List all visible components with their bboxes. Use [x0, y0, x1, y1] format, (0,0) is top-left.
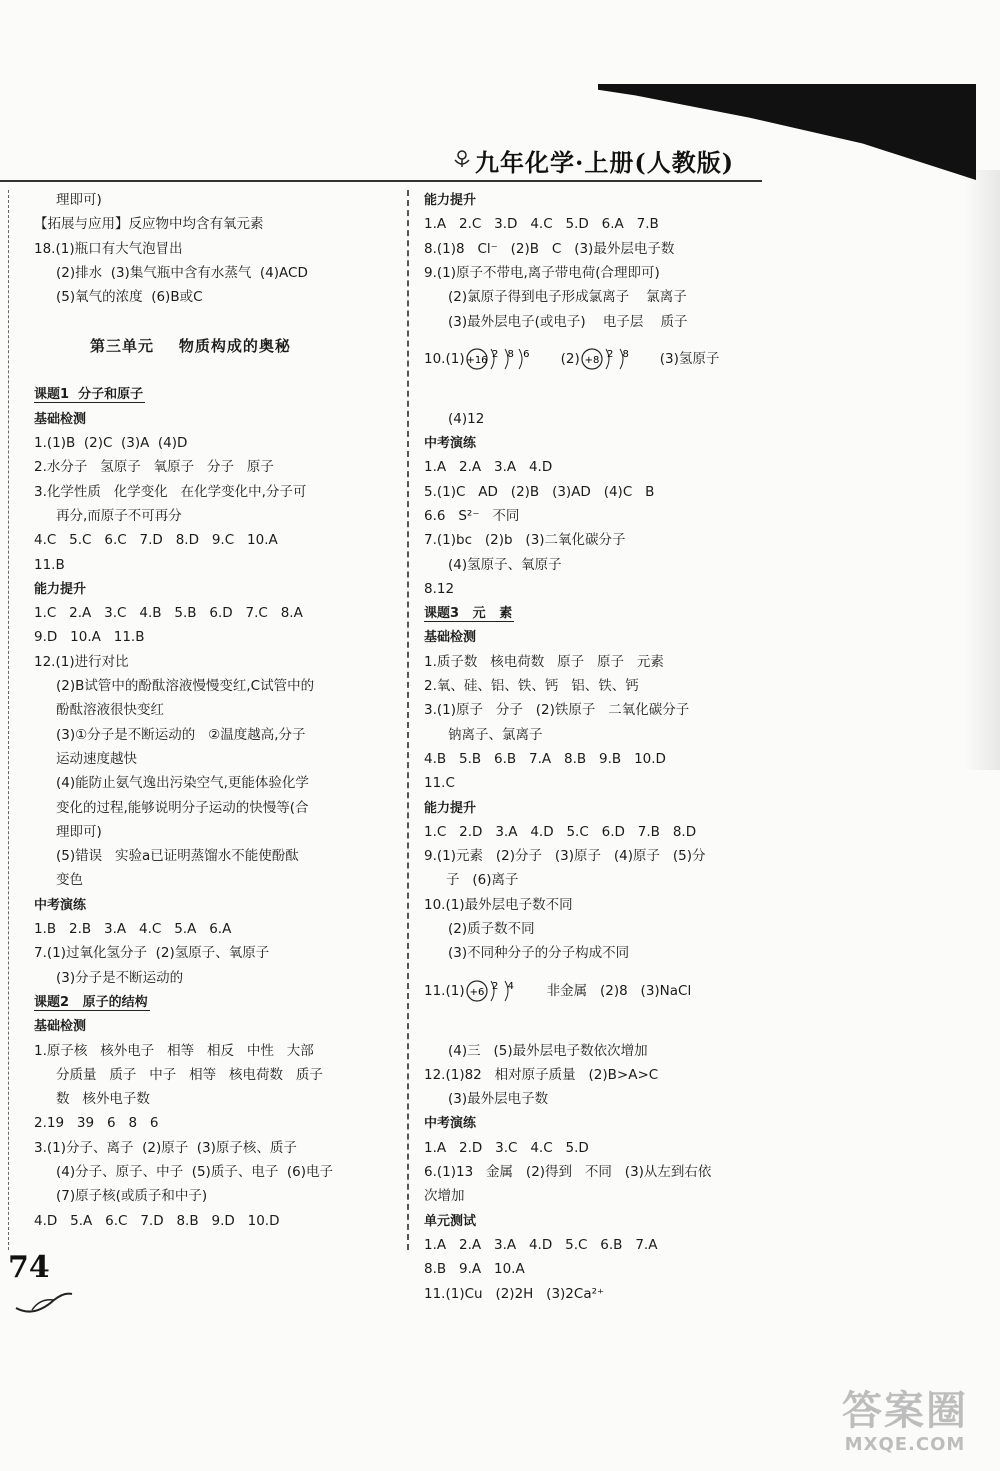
section-heading: [34, 1014, 86, 1038]
answer-line: [34, 796, 309, 820]
answer-line: [34, 747, 137, 771]
answer-text: 再分,而原子不可再分: [56, 507, 182, 524]
oxygen-ion-diagram-nucleus-charge: +8: [584, 355, 600, 367]
answer-text: (2)B试管中的酚酞溶液慢慢变红,C试管中的: [56, 678, 315, 694]
section-heading: [34, 577, 86, 601]
answer-line: [34, 1087, 150, 1111]
answer-line: [34, 966, 183, 990]
answer-line: [424, 1233, 657, 1257]
answer-line: [34, 1063, 323, 1087]
answer-text: (3)氢原子: [659, 351, 720, 368]
answer-line: [424, 1063, 658, 1087]
answer-text: 2.水分子 氢原子 氧原子 分子 原子: [34, 459, 274, 476]
answer-line: [34, 820, 102, 844]
section-heading-text: 能力提升: [424, 800, 477, 816]
answer-line: [424, 893, 573, 917]
sulfur-atom-diagram-nucleus-charge: +16: [466, 355, 488, 367]
answer-text: 11.C: [424, 775, 455, 792]
answer-line: [424, 285, 687, 309]
section-heading-text: 单元测试: [424, 1213, 477, 1229]
answer-line: [424, 1087, 548, 1111]
answer-text: 分质量 质子 中子 相等 核电荷数 质子: [56, 1066, 323, 1083]
answer-text: 12.(1)82 相对原子质量 (2)B>A>C: [424, 1066, 659, 1083]
answer-text: 变色: [56, 872, 83, 889]
answer-line: [424, 1184, 465, 1208]
answer-text: 1.B 2.B 3.A 4.C 5.A 6.A: [34, 921, 232, 937]
answer-line: [424, 1257, 525, 1281]
answer-line: [34, 723, 306, 747]
watermark-url: MXQE.COM: [844, 1434, 966, 1455]
answer-text: 11.B: [34, 556, 65, 573]
answer-line: [34, 455, 274, 479]
page-number-leaf-icon: [14, 1278, 74, 1318]
answer-text: 1.A 2.C 3.D 4.C 5.D 6.A 7.B: [424, 216, 659, 233]
answer-text: 8.B 9.A 10.A: [424, 1261, 525, 1278]
answer-line: [34, 601, 303, 625]
oxygen-ion-diagram-shell-electrons: 2 8: [606, 349, 632, 361]
book-title: 九年化学·上册(人教版): [475, 148, 735, 177]
lesson-heading: [424, 601, 514, 625]
answer-text: 钠离子、氯离子: [448, 726, 543, 743]
answer-text: (3)最外层电子数: [448, 1091, 549, 1108]
answer-text: (5)错误 实验a已证明蒸馏水不能使酚酞: [56, 848, 299, 865]
answer-line: [34, 1184, 207, 1208]
answer-text: (3)不同种分子的分子构成不同: [448, 945, 630, 962]
answer-line: [34, 1160, 333, 1184]
answer-text: 9.D 10.A 11.B: [34, 629, 145, 646]
answer-text: 2.氧、硅、铝、铁、钙 铝、铁、钙: [424, 678, 639, 694]
answer-text: 【拓展与应用】反应物中均含有氧元素: [34, 216, 264, 233]
answer-text: 2.19 39 6 8 6: [34, 1115, 159, 1132]
answer-line: [424, 723, 543, 747]
section-heading-text: 基础检测: [34, 1019, 87, 1035]
answer-text: (5)氧气的浓度 (6)B或C: [56, 289, 203, 306]
section-heading: [424, 1209, 476, 1233]
answer-text: 数 核外电子数: [56, 1091, 150, 1108]
answer-text: 4.B 5.B 6.B 7.A 8.B 9.B 10.D: [424, 750, 666, 767]
answer-line-atom-diagrams: [424, 346, 719, 376]
answer-line: [34, 844, 299, 868]
answer-text: (2)质子数不同: [448, 921, 535, 937]
column-divider: [407, 190, 409, 1250]
answer-text: 非金属 (2)8 (3)NaCl: [546, 982, 692, 999]
answer-text: 7.(1)bc (2)b (3)二氧化碳分子: [424, 532, 626, 549]
carbon-atom-diagram-nucleus-charge: +6: [469, 986, 484, 998]
lesson-heading-text: 课题2 原子的结构: [34, 994, 148, 1010]
answer-text: (4)氢原子、氧原子: [448, 556, 562, 573]
section-heading-text: 基础检测: [34, 411, 87, 427]
answer-line: [424, 577, 454, 601]
answer-text: 12.(1)进行对比: [34, 653, 129, 670]
answer-text: 运动速度越快: [56, 750, 137, 767]
answer-line: [34, 1039, 314, 1063]
answer-line: [34, 1209, 280, 1233]
answer-line: [34, 674, 314, 698]
answer-line: [34, 771, 309, 795]
answer-text: 子 (6)离子: [446, 872, 519, 889]
answer-text: 1.质子数 核电荷数 原子 原子 元素: [424, 653, 664, 670]
answer-text: 次增加: [424, 1188, 465, 1205]
answer-line: [34, 188, 102, 212]
answer-text: (3)①分子是不断运动的 ②温度越高,分子: [56, 726, 306, 743]
answer-line: [424, 553, 562, 577]
answer-line: [34, 212, 264, 236]
answer-line: [424, 261, 660, 285]
answer-text: 8.12: [424, 580, 455, 597]
section-heading-text: 能力提升: [34, 581, 87, 597]
answer-text: 1.C 2.D 3.A 4.D 5.C 6.D 7.B 8.D: [424, 823, 697, 840]
answer-line: [424, 1160, 711, 1184]
answer-line: [34, 1136, 297, 1160]
answer-text: 8.(1)8 Cl⁻ (2)B C (3)最外层电子数: [424, 240, 675, 257]
watermark: [820, 1388, 990, 1468]
answer-line-atom-diagram: [424, 978, 691, 1008]
section-heading-text: 中考演练: [424, 1116, 477, 1132]
answer-line: [424, 868, 519, 892]
answer-line: [424, 820, 696, 844]
answer-text: 3.(1)原子 分子 (2)铁原子 二氧化碳分子: [424, 702, 690, 719]
section-heading-text: 能力提升: [424, 193, 477, 208]
answer-text: 1.C 2.A 3.C 4.B 5.B 6.D 7.C 8.A: [34, 605, 303, 622]
section-heading: [424, 796, 476, 820]
sulfur-atom-diagram-shell-electrons: 2 8 6: [491, 349, 533, 361]
answer-line: [424, 771, 455, 795]
answer-line: [424, 1282, 604, 1306]
scan-edge-shadow: [964, 170, 1000, 770]
lesson-heading-text: 课题3 元 素: [424, 606, 513, 622]
answer-line: [424, 480, 654, 504]
watermark-logo: 答案圈: [842, 1388, 968, 1434]
oxygen-ion-diagram: [580, 346, 644, 372]
header-flower-icon: [452, 148, 472, 168]
answer-line: [424, 747, 666, 771]
answer-text: (2)氯原子得到电子形成氯离子 氯离子: [448, 289, 687, 306]
answer-text: 6.6 S²⁻ 不同: [424, 507, 520, 524]
answer-text: (2)排水 (3)集气瓶中含有水蒸气 (4)ACD: [56, 264, 308, 281]
unit-title: [34, 334, 291, 358]
section-heading: [424, 188, 476, 212]
answer-text: 9.(1)元素 (2)分子 (3)原子 (4)原子 (5)分: [424, 848, 706, 865]
answer-line: [34, 431, 187, 455]
answer-text: 变化的过程,能够说明分子运动的快慢等(合: [56, 799, 309, 816]
answer-label: 10.(1): [424, 351, 465, 368]
answer-text: (3)分子是不断运动的: [56, 969, 184, 986]
answer-text: 18.(1)瓶口有大气泡冒出: [34, 240, 183, 257]
section-heading: [34, 893, 86, 917]
answer-text: 理即可): [56, 823, 102, 840]
carbon-atom-diagram-shell-electrons: 2 4: [491, 980, 517, 992]
answer-line: [424, 237, 674, 261]
lesson-heading-text: 课题1 分子和原子: [34, 387, 144, 403]
answer-line: [424, 504, 519, 528]
section-heading-text: 基础检测: [424, 630, 477, 646]
answer-line: [34, 868, 83, 892]
answer-line: [34, 917, 231, 941]
header-rule: [0, 180, 762, 182]
answer-line: [34, 698, 164, 722]
answer-label: 11.(1): [424, 982, 465, 999]
answer-text: 5.(1)C AD (2)B (3)AD (4)C B: [424, 483, 655, 500]
answer-line: [34, 504, 182, 528]
sulfur-atom-diagram: [465, 346, 543, 372]
answer-text: 3.(1)分子、离子 (2)原子 (3)原子核、质子: [34, 1139, 297, 1156]
answer-line: [34, 528, 278, 552]
answer-text: 11.(1)Cu (2)2H (3)2Ca²⁺: [424, 1285, 605, 1302]
answer-line: [34, 553, 65, 577]
answer-line: [424, 844, 706, 868]
answer-text: 9.(1)原子不带电,离子带电荷(合理即可): [424, 264, 660, 281]
section-heading: [424, 625, 476, 649]
answer-line: [424, 212, 659, 236]
answer-line: [424, 674, 639, 698]
answer-text: 1.(1)B (2)C (3)A (4)D: [34, 435, 188, 451]
answer-text: 酚酞溶液很快变红: [56, 702, 164, 719]
answer-line: [34, 625, 144, 649]
answer-line: [34, 941, 269, 965]
answer-line: [34, 650, 129, 674]
section-heading: [34, 407, 86, 431]
lesson-heading: [34, 382, 145, 406]
lesson-heading: [34, 990, 150, 1014]
answer-text: (4)分子、原子、中子 (5)质子、电子 (6)电子: [56, 1164, 334, 1180]
answer-line: [424, 1136, 589, 1160]
answer-text: 1.A 2.A 3.A 4.D: [424, 459, 553, 476]
answer-text: 4.D 5.A 6.C 7.D 8.B 9.D 10.D: [34, 1212, 280, 1229]
section-heading-text: 中考演练: [34, 897, 87, 913]
answer-line: [34, 1111, 159, 1135]
answer-text: 1.A 2.A 3.A 4.D 5.C 6.B 7.A: [424, 1236, 658, 1253]
section-heading: [424, 431, 476, 455]
answer-line: [424, 310, 688, 334]
answer-text: (4)12: [448, 410, 485, 427]
answer-line: [424, 528, 626, 552]
answer-line: [424, 650, 664, 674]
answer-text: 7.(1)过氧化氢分子 (2)氢原子、氧原子: [34, 945, 270, 962]
answer-line: [424, 917, 535, 941]
page-number: 74: [8, 1250, 50, 1285]
answer-text: 1.原子核 核外电子 相等 相反 中性 大部: [34, 1042, 314, 1059]
answer-line: [424, 407, 484, 431]
answer-line: [34, 237, 183, 261]
answer-line: [424, 941, 629, 965]
unit-title-text: 第三单元 物质构成的奥秘: [90, 336, 291, 355]
answer-line: [424, 1039, 648, 1063]
binding-margin-line: [8, 190, 9, 1250]
section-heading: [424, 1111, 476, 1135]
answer-text: (3)最外层电子(或电子) 电子层 质子: [448, 313, 688, 330]
answer-label: (2): [560, 351, 580, 368]
answer-text: (4)三 (5)最外层电子数依次增加: [448, 1042, 648, 1059]
answer-text: 4.C 5.C 6.C 7.D 8.D 9.C 10.A: [34, 532, 278, 549]
answer-text: (4)能防止氨气逸出污染空气,更能体验化学: [56, 775, 309, 792]
answer-line: [34, 285, 203, 309]
carbon-atom-diagram: [465, 978, 529, 1004]
answer-text: 1.A 2.D 3.C 4.C 5.D: [424, 1139, 589, 1156]
answer-text: 3.化学性质 化学变化 在化学变化中,分子可: [34, 483, 307, 500]
answer-text: 理即可): [56, 192, 102, 208]
answer-line: [424, 455, 552, 479]
answer-text: 6.(1)13 金属 (2)得到 不同 (3)从左到右依: [424, 1164, 712, 1180]
answer-line: [34, 261, 308, 285]
answer-line: [424, 698, 689, 722]
answer-line: [34, 480, 306, 504]
section-heading-text: 中考演练: [424, 436, 477, 451]
answer-text: (7)原子核(或质子和中子): [56, 1188, 208, 1205]
answer-text: 10.(1)最外层电子数不同: [424, 896, 573, 913]
